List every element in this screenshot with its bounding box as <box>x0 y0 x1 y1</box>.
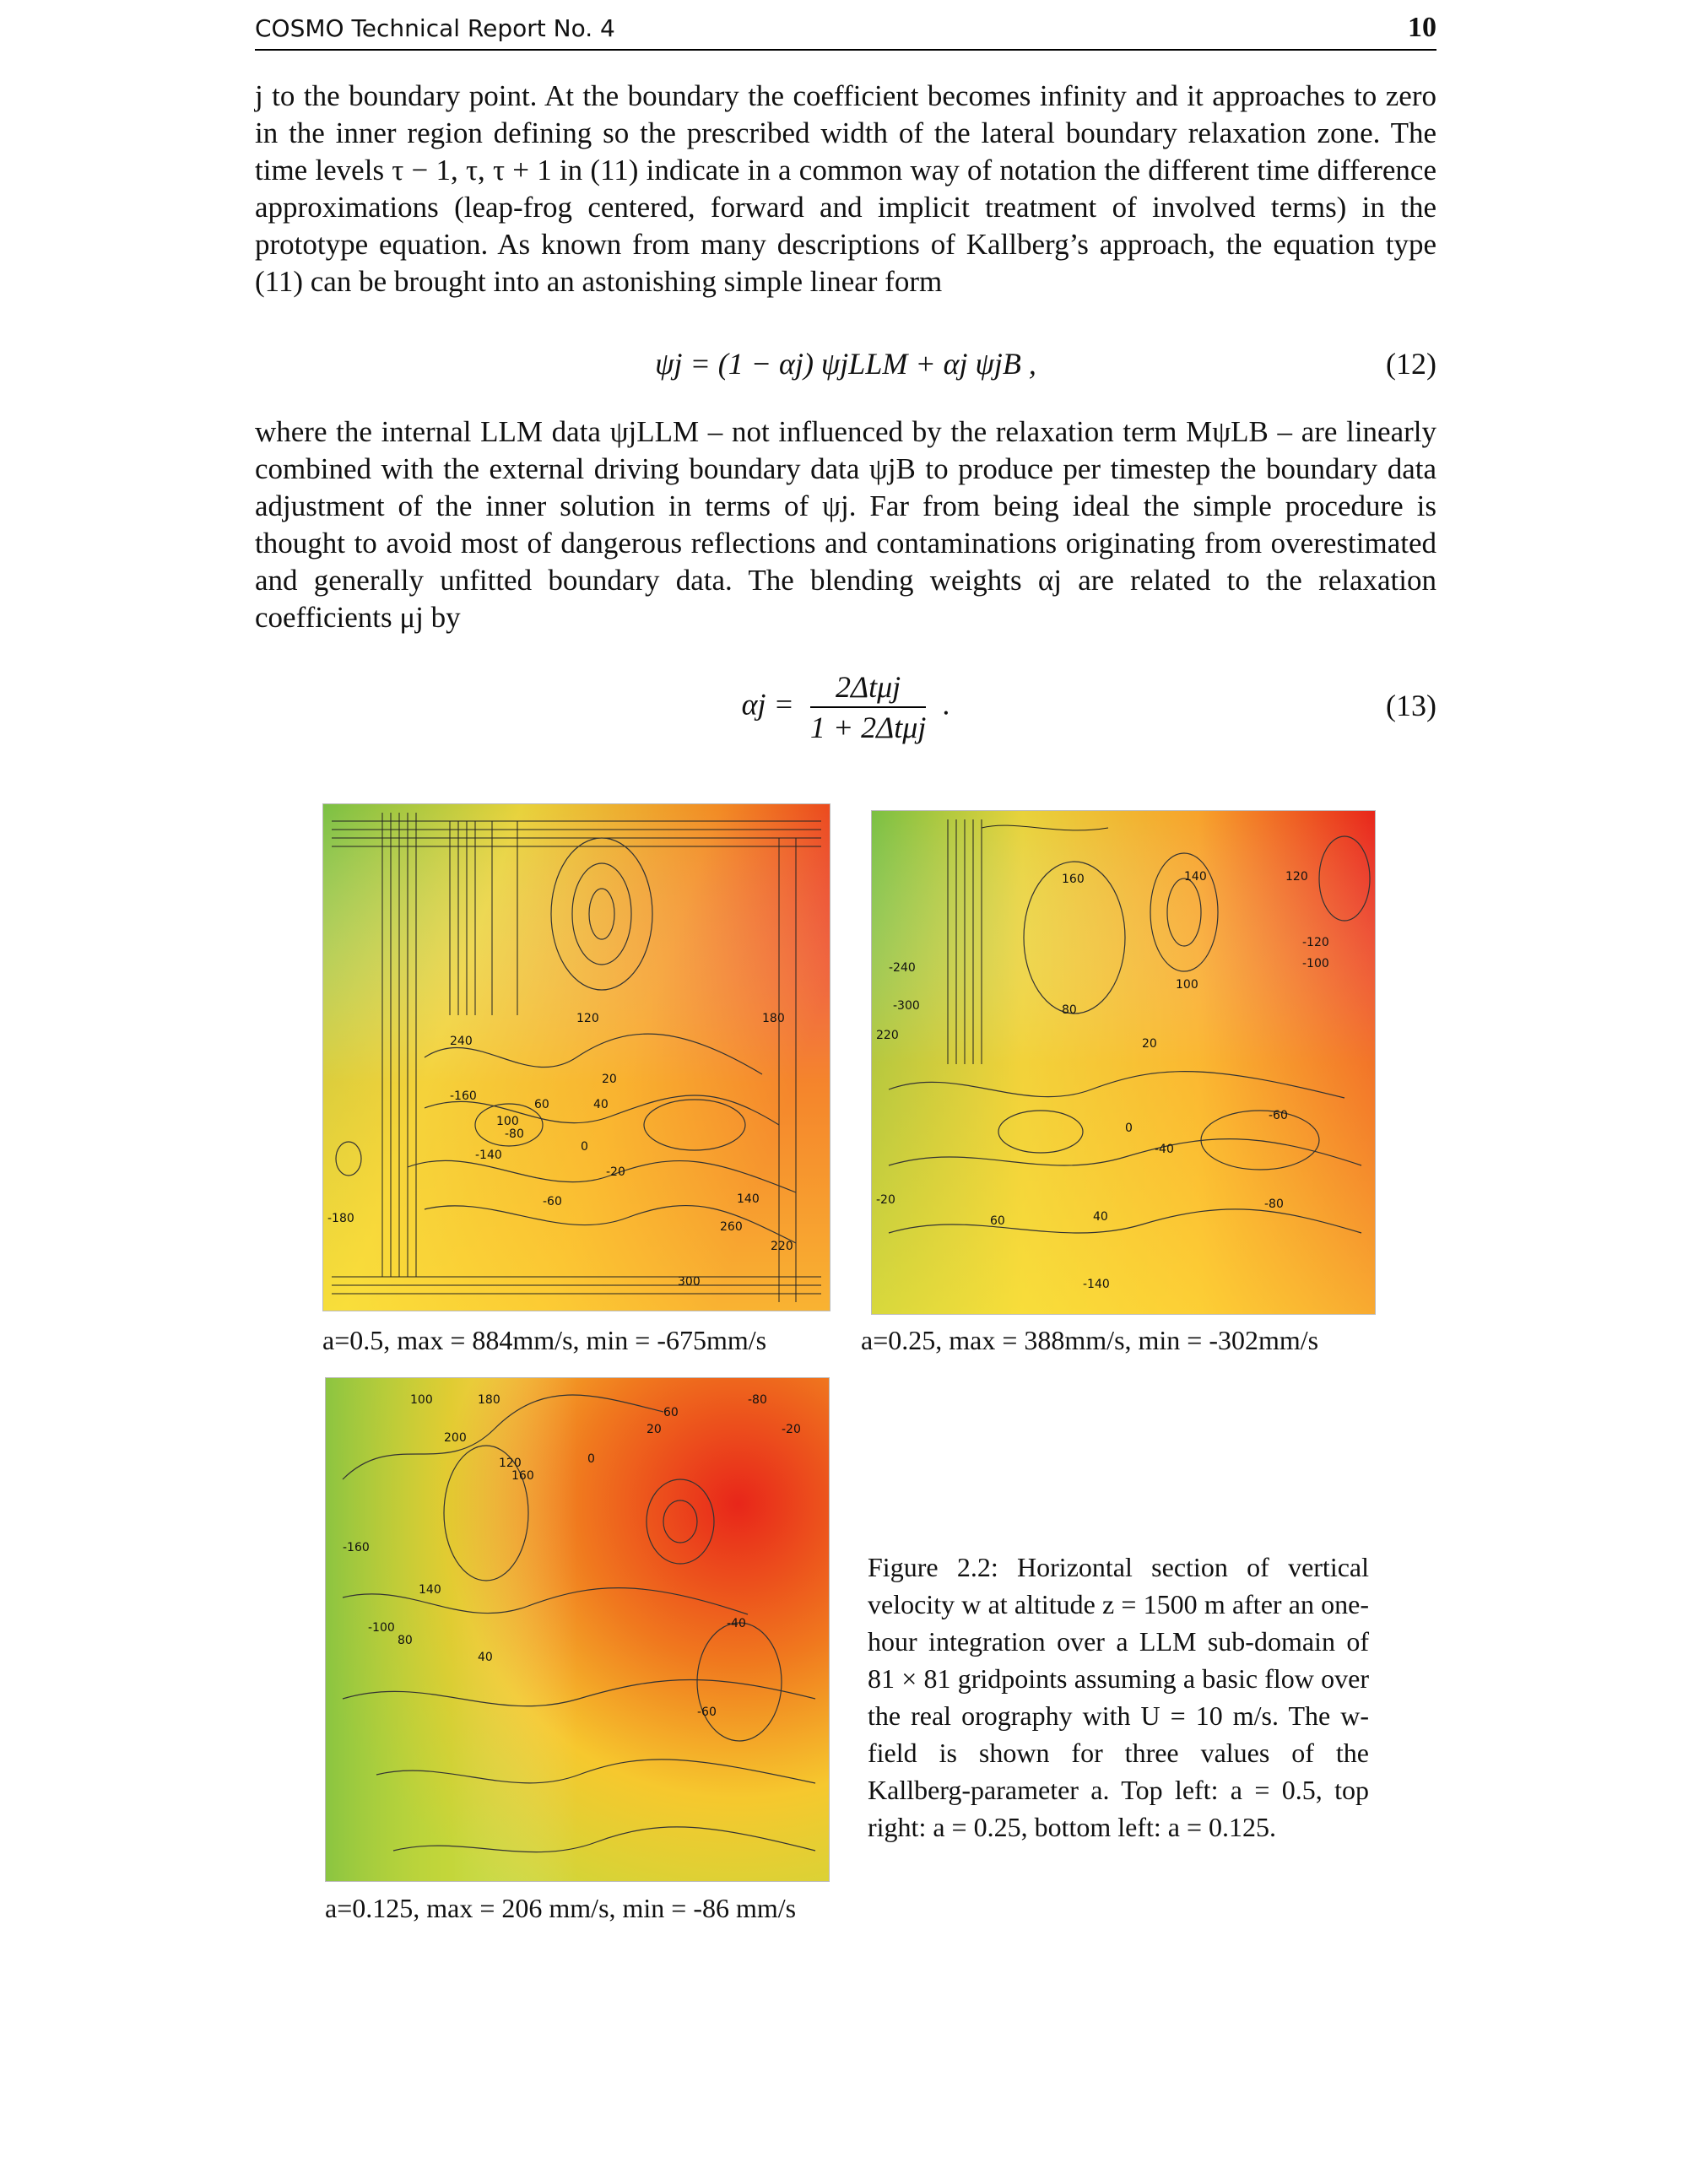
equation-13-trail: . <box>942 687 950 722</box>
contour-label: -20 <box>782 1423 801 1436</box>
equation-12-number: (12) <box>1386 347 1436 381</box>
equation-13-lhs: αj = <box>741 687 794 722</box>
contour-label: -300 <box>893 999 920 1013</box>
contour-label: 100 <box>1176 978 1198 992</box>
contour-label: 240 <box>450 1035 473 1048</box>
contour-label: -40 <box>727 1617 746 1630</box>
contour-label: -80 <box>505 1127 524 1141</box>
plot-caption-a025: a=0.25, max = 388mm/s, min = -302mm/s <box>861 1325 1319 1355</box>
contour-label: 160 <box>1062 873 1085 886</box>
contour-label: 300 <box>678 1275 701 1289</box>
contour-label: 180 <box>762 1012 785 1025</box>
contour-label: 120 <box>1285 870 1308 884</box>
contour-label: -240 <box>889 961 916 975</box>
contour-label: 20 <box>602 1073 617 1086</box>
contour-label: 0 <box>581 1140 588 1154</box>
page-number: 10 <box>1408 12 1436 43</box>
paragraph-2: where the internal LLM data ψjLLM – not influenced by the relaxation term MψLB – are linearly combined with the external driving boundary data ψjB to produce per timestep the boundary data adjustment of the inner solution in terms of ψj. Far from being ideal the simple procedure is thought to avoid most of dangerous reflections and contaminations originating from overestimated and generally unfitted boundary data. The blending weights αj are related to the relaxation coefficients μj by <box>255 415 1436 634</box>
plot-caption-a05: a=0.5, max = 884mm/s, min = -675mm/s <box>322 1325 767 1355</box>
contour-label: 20 <box>1142 1037 1157 1051</box>
contour-label: 260 <box>720 1220 743 1234</box>
contour-label: -140 <box>1083 1278 1110 1291</box>
contour-plot-a025 <box>871 810 1376 1315</box>
contour-label: 40 <box>1093 1210 1108 1224</box>
contour-label: 120 <box>576 1012 599 1025</box>
contour-label: 200 <box>444 1431 467 1445</box>
contour-label: -100 <box>368 1621 395 1635</box>
contour-label: 220 <box>771 1240 793 1253</box>
contour-label: -120 <box>1302 936 1329 949</box>
contour-label: -160 <box>343 1541 370 1554</box>
contour-label: 0 <box>587 1452 595 1466</box>
plot-caption-a0125: a=0.125, max = 206 mm/s, min = -86 mm/s <box>325 1893 797 1923</box>
contour-label: 100 <box>410 1393 433 1407</box>
equation-13 <box>255 662 1436 747</box>
equation-12-body: ψj = (1 − αj) ψjLLM + αj ψjB , <box>655 347 1036 381</box>
contour-plot-a0125 <box>325 1377 830 1882</box>
contour-label: 140 <box>419 1583 441 1597</box>
contour-label: 80 <box>1062 1003 1077 1017</box>
contour-label: 120 <box>499 1457 522 1470</box>
contour-label: 140 <box>1184 870 1207 884</box>
equation-13-numerator: 2Δtμj <box>810 669 927 708</box>
contour-label: -60 <box>1269 1109 1288 1122</box>
contour-label: -20 <box>606 1165 625 1179</box>
contour-label: -60 <box>697 1706 717 1719</box>
contour-label: 40 <box>478 1651 493 1664</box>
contour-label: -40 <box>1155 1143 1174 1156</box>
contour-label: 0 <box>1125 1122 1133 1135</box>
contour-label: 220 <box>876 1029 899 1042</box>
equation-13-number: (13) <box>1386 689 1436 722</box>
contour-label: -60 <box>543 1195 562 1208</box>
contour-label: 60 <box>534 1098 549 1111</box>
paragraph-1: j to the boundary point. At the boundary the coefficient becomes infinity and it approaches to zero in the inner region defining so the prescribed width of the lateral boundary relaxation zone. The time levels τ − 1, τ, τ + 1 in (11) indicate in a common way of notation the different time difference approximations (leap-frog centered, forward and implicit treatment of involved terms) in the prototype equation. As known from many descriptions of Kallberg’s approach, the equation type (11) can be brought into an astonishing simple linear form <box>255 79 1436 298</box>
contour-label: 80 <box>398 1634 413 1647</box>
contour-label: 60 <box>663 1406 679 1419</box>
equation-12 <box>255 341 1436 392</box>
contour-label: -140 <box>475 1149 502 1162</box>
contour-label: -180 <box>327 1212 354 1225</box>
contour-label: -20 <box>876 1193 895 1207</box>
contour-label: -80 <box>748 1393 767 1407</box>
contour-plot-a05 <box>322 803 830 1311</box>
report-title: COSMO Technical Report No. 4 <box>255 14 615 42</box>
contour-label: -160 <box>450 1089 477 1103</box>
contour-label: 160 <box>511 1469 534 1483</box>
equation-13-fraction <box>810 669 927 745</box>
equation-13-denominator: 1 + 2Δtμj <box>809 711 927 744</box>
contour-label: 20 <box>647 1423 662 1436</box>
contour-label: -100 <box>1302 957 1329 970</box>
contour-label: -80 <box>1264 1197 1284 1211</box>
figure-caption: Figure 2.2: Horizontal section of vertical velocity w at altitude z = 1500 m after an one-hour integration over a LLM sub-domain of 81 × 81 gridpoints assuming a basic flow over the real orography with U = 10 m/s. The w-field is shown for three values of the Kallberg-parameter a. Top left: a = 0.5, top right: a = 0.25, bottom left: a = 0.125. <box>868 1552 1369 1842</box>
page-header <box>255 7 1436 51</box>
contour-label: 180 <box>478 1393 500 1407</box>
contour-label: 40 <box>593 1098 609 1111</box>
contour-label: 140 <box>737 1192 760 1206</box>
contour-label: 100 <box>496 1115 519 1128</box>
contour-label: 60 <box>990 1214 1005 1228</box>
